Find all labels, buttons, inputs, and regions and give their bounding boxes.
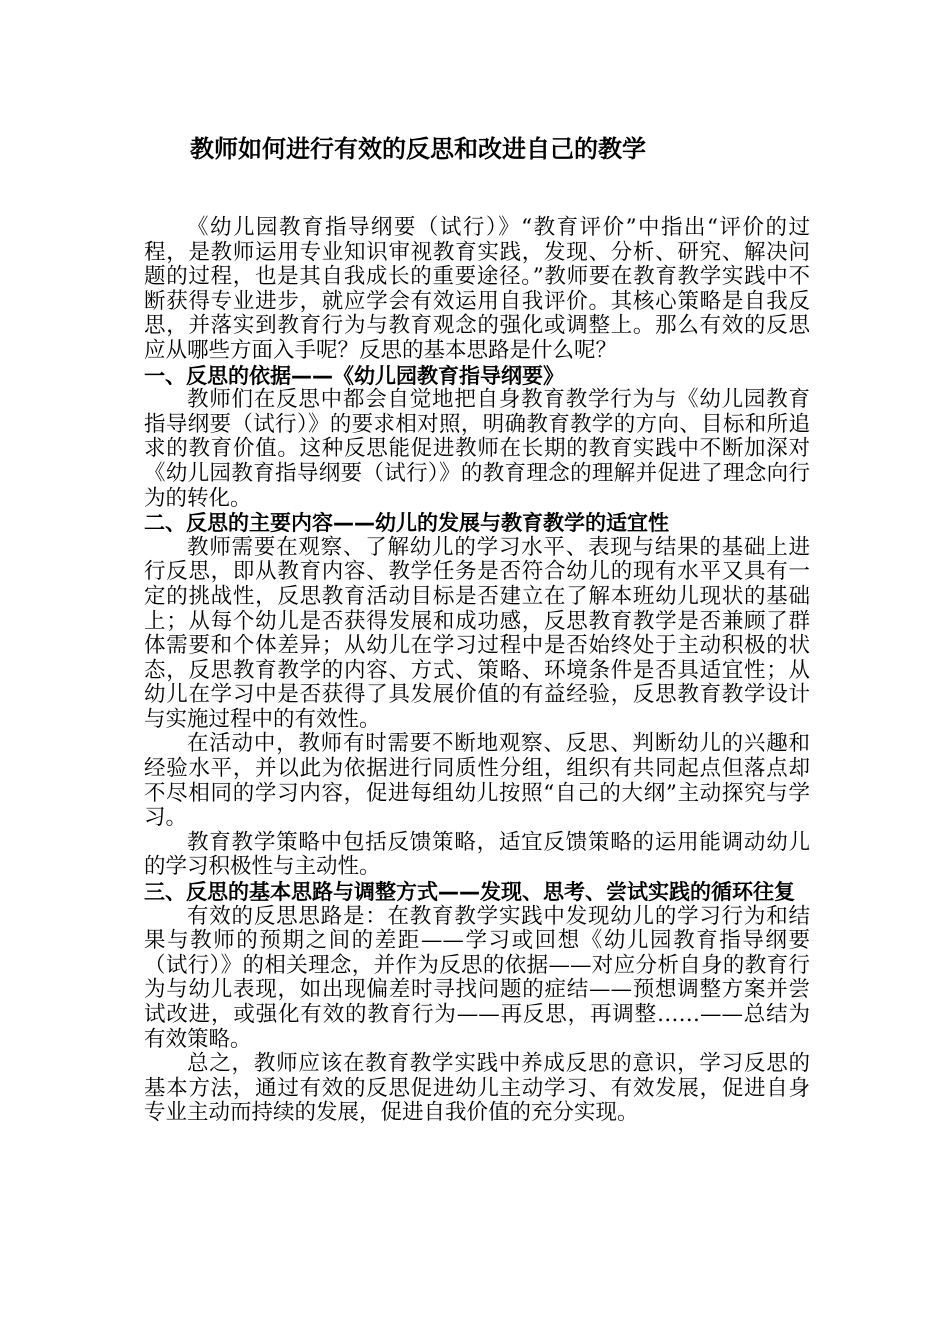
section-3-paragraph-2: 总之，教师应该在教育教学实践中养成反思的意识，学习反思的基本方法，通过有效的反思促进幼儿主动学习、有效发展，促进自身专业主动而持续的发展，促进自我价值的充分实现。	[144, 1051, 810, 1126]
section-2-paragraph-2: 在活动中，教师有时需要不断地观察、反思、判断幼儿的兴趣和经验水平，并以此为依据进行同质性分组，组织有共同起点但落点却不尽相同的学习内容，促进每组幼儿按照“自己的大纲”主动探究与学习。	[144, 731, 810, 831]
intro-paragraph: 《幼儿园教育指导纲要（试行）》“教育评价”中指出“评价的过程，是教师运用专业知识审视教育实践，发现、分析、研究、解决问题的过程，也是其自我成长的重要途径。”教师要在教育教学实践中不断获得专业进步，就应学会有效运用自我评价。其核心策略是自我反思，并落实到教育行为与教育观念的强化或调整上。那么有效的反思应从哪些方面入手呢？反思的基本思路是什么呢？	[144, 215, 810, 363]
document-body	[144, 216, 810, 1126]
section-2-paragraph-1: 教师需要在观察、了解幼儿的学习水平、表现与结果的基础上进行反思，即从教育内容、教学任务是否符合幼儿的现有水平又具有一定的挑战性，反思教育活动目标是否建立在了解本班幼儿现状的基础上；从每个幼儿是否获得发展和成功感，反思教育教学是否兼顾了群体需要和个体差异；从幼儿在学习过程中是否始终处于主动积极的状态，反思教育教学的内容、方式、策略、环境条件是否具适宜性；从幼儿在学习中是否获得了具发展价值的有益经验，反思教育教学设计与实施过程中的有效性。	[144, 534, 810, 732]
section-1-heading: 一、反思的依据——《幼儿园教育指导纲要》	[144, 363, 564, 388]
section-1-paragraph-1: 教师们在反思中都会自觉地把自身教育教学行为与《幼儿园教育指导纲要（试行）》的要求相对照，明确教育教学的方向、目标和所追求的教育价值。这种反思能促进教师在长期的教育实践中不断加深对《幼儿园教育指导纲要（试行）》的教育理念的理解并促进了理念向行为的转化。	[144, 387, 810, 511]
section-2-heading: 二、反思的主要内容——幼儿的发展与教育教学的适宜性	[144, 511, 669, 536]
section-2-paragraph-3: 教育教学策略中包括反馈策略，适宜反馈策略的运用能调动幼儿的学习积极性与主动性。	[144, 829, 810, 880]
document-title: 教师如何进行有效的反思和改进自己的教学	[190, 135, 646, 163]
section-3-heading: 三、反思的基本思路与调整方式——发现、思考、尝试实践的循环往复	[144, 880, 795, 905]
section-3-paragraph-1: 有效的反思思路是：在教育教学实践中发现幼儿的学习行为和结果与教师的预期之间的差距——学习或回想《幼儿园教育指导纲要（试行）》的相关理念，并作为反思的依据——对应分析自身的教育行为与幼儿表现，如出现偏差时寻找问题的症结——预想调整方案并尝试改进，或强化有效的教育行为——再反思，再调整……——总结为有效策略。	[144, 903, 810, 1052]
